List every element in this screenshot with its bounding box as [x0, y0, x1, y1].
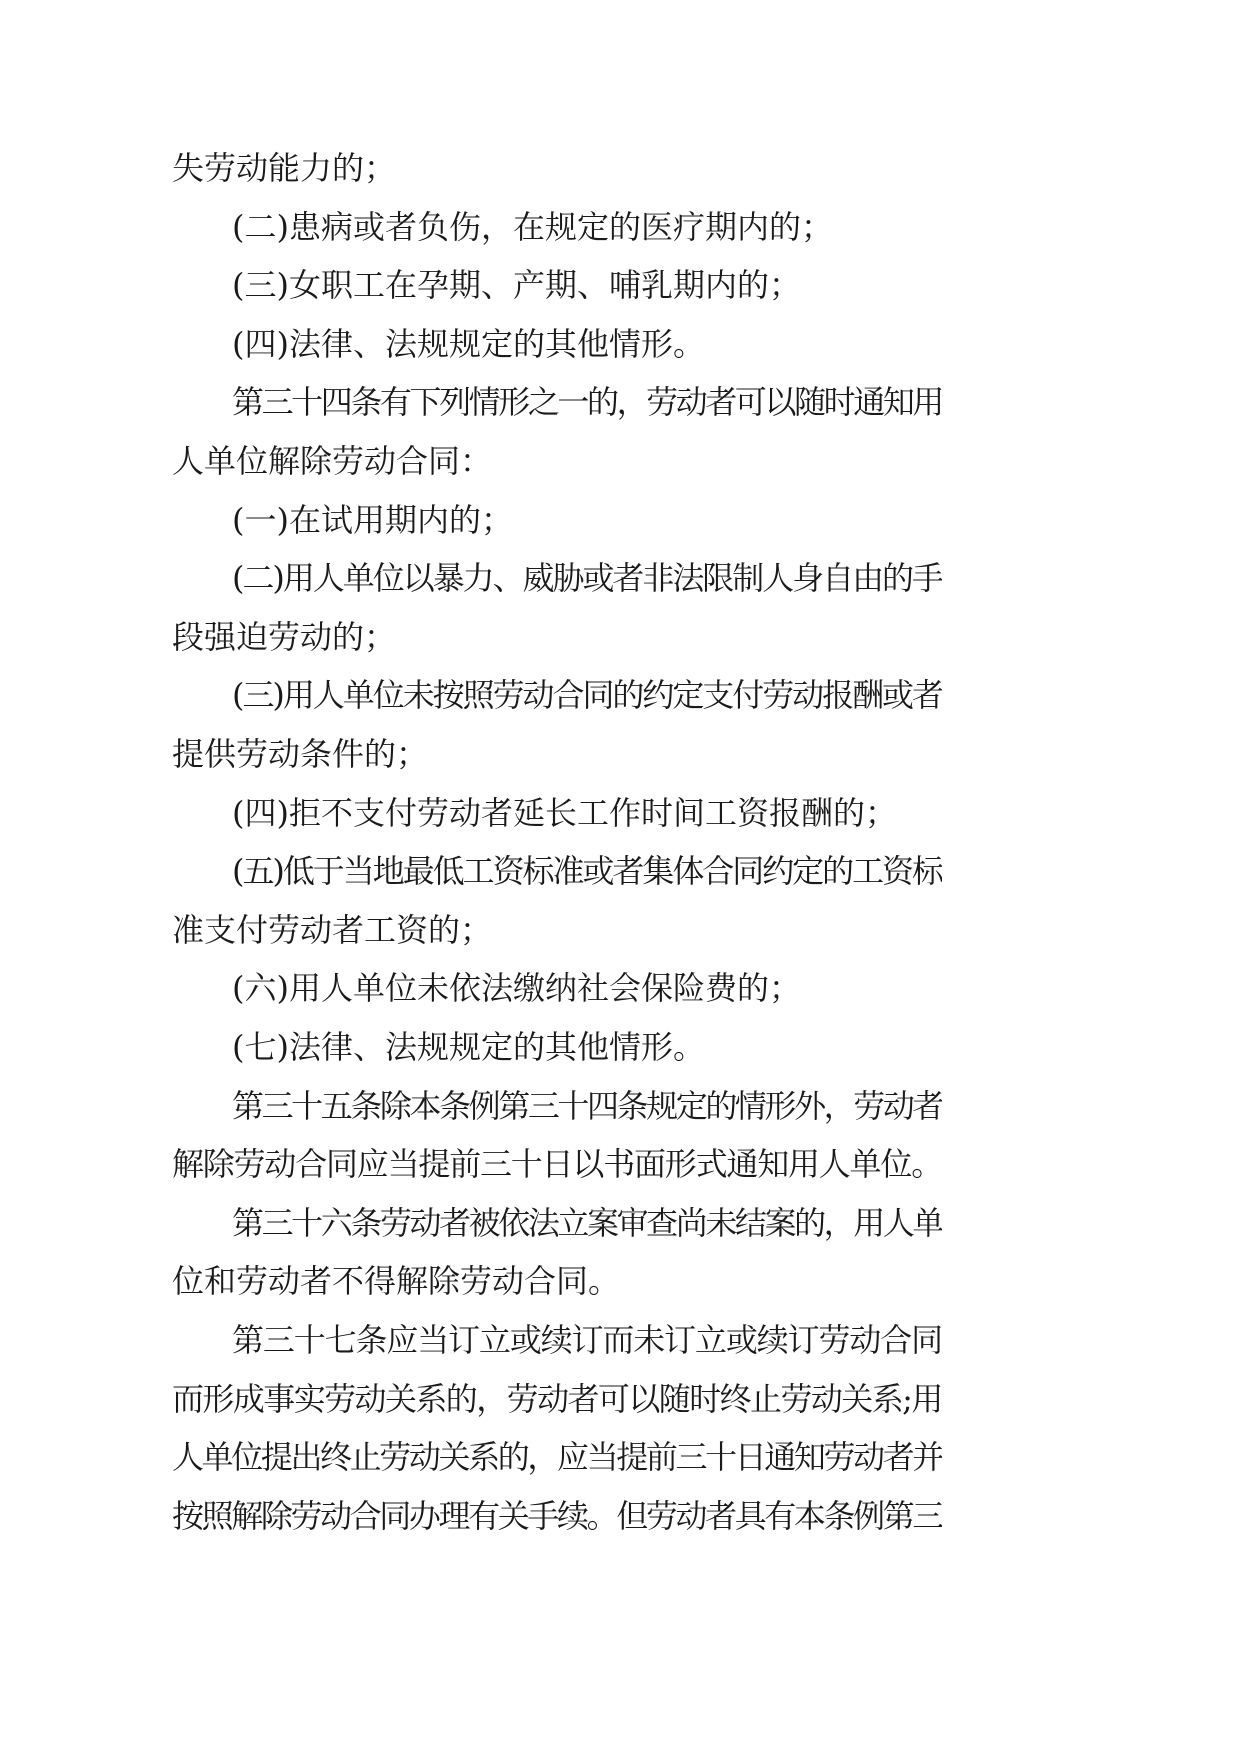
body-text-line: 人单位提出终止劳动关系的，应当提前三十日通知劳动者并 [172, 1438, 942, 1476]
body-text-line: (四)拒不支付劳动者延长工作时间工资报酬的； [232, 794, 897, 832]
body-text-line: 解除劳动合同应当提前三十日以书面形式通知用人单位。 [172, 1145, 942, 1183]
body-text-line: 提供劳动条件的； [172, 735, 429, 773]
body-text-line: (一)在试用期内的； [232, 501, 513, 539]
body-text-line: 位和劳动者不得解除劳动合同。 [172, 1262, 621, 1300]
body-text-line: 第三十四条有下列情形之一的，劳动者可以随时通知用 [232, 383, 942, 421]
body-text-line: (二)用人单位以暴力、威胁或者非法限制人身自由的手 [232, 559, 942, 597]
body-text-line: (五)低于当地最低工资标准或者集体合同约定的工资标 [232, 852, 942, 890]
body-text-line: 人单位解除劳动合同： [172, 442, 493, 480]
body-text-line: (四)法律、法规规定的其他情形。 [232, 325, 705, 363]
body-text-line: 段强迫劳动的； [172, 618, 397, 656]
body-text-line: (三)用人单位未按照劳动合同的约定支付劳动报酬或者 [232, 676, 942, 714]
body-text-line: 第三十六条劳动者被依法立案审查尚未结案的，用人单 [232, 1204, 942, 1242]
body-text-line: 准支付劳动者工资的； [172, 911, 493, 949]
body-text-line: (三)女职工在孕期、产期、哺乳期内的； [232, 266, 801, 304]
body-text-line: 而形成事实劳动关系的，劳动者可以随时终止劳动关系;用 [172, 1380, 942, 1418]
body-text-line: 按照解除劳动合同办理有关手续。但劳动者具有本条例第三 [172, 1497, 942, 1535]
body-text-line: 第三十七条应当订立或续订而未订立或续订劳动合同 [232, 1321, 942, 1359]
body-text-line: (二)患病或者负伤，在规定的医疗期内的； [232, 208, 833, 246]
body-text-line: 失劳动能力的； [172, 149, 397, 187]
body-text-line: (六)用人单位未依法缴纳社会保险费的； [232, 969, 801, 1007]
body-text-line: 第三十五条除本条例第三十四条规定的情形外，劳动者 [232, 1087, 942, 1125]
body-text-line: (七)法律、法规规定的其他情形。 [232, 1028, 705, 1066]
